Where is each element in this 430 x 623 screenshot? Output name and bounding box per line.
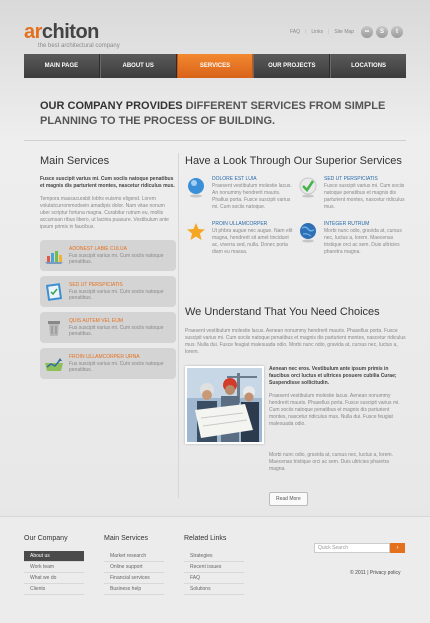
footer-services (104, 535, 164, 595)
top-links (290, 29, 354, 35)
logo-text (24, 22, 120, 42)
footer-link-market[interactable]: Market research (104, 551, 164, 562)
superior-services-title: Have a Look Through Our Superior Services (185, 155, 402, 167)
main-nav (24, 54, 406, 78)
footer-link-about[interactable]: About us (24, 551, 84, 562)
footer-related-title: Related Links (184, 535, 227, 542)
intro-strong: OUR COMPANY PROVIDES (40, 100, 183, 112)
service-desc: Fus suscipit varius mi. Cum sociis natoque penatibus. (69, 325, 164, 337)
feature-desc: Ut phbra augue nec augue. Nam elit magna, hendrerit sit amet tincidunt ac, viverra sed, nulla. Donec porta diam eu massa. (212, 228, 293, 255)
blue-orb-icon (185, 176, 207, 198)
feature-desc: Fusce suscipit varius mi. Cum sociis natoque penatibus et magnis dis parturient montes, nascetur ridiculus mus. (324, 183, 405, 210)
service-title: ADONEST LABIE CULUA (69, 246, 127, 252)
service-desc: Fus suscipit varius mi. Cum sociis natoque penatibus. (69, 361, 164, 373)
feature-item (185, 221, 295, 256)
intro-rest: DIFFERENT SERVICES FROM SIMPLE PLANNING TO THE PROCESS OF BUILDING. (40, 100, 386, 127)
footer-link-online[interactable]: Online support (104, 562, 164, 573)
site-map-link[interactable]: Site Map (334, 29, 355, 35)
search-input[interactable]: Quick Search (314, 543, 390, 553)
feature-item (185, 176, 295, 211)
logo-tagline: the best architectural company (38, 43, 120, 49)
choices-para: Praesent vestibulum molestie lacus. Aenean nonummy hendrerit mauris. Phasellus porta. Fusce suscipit varius mi. Cum sociis natoque penatibus et magnis dis parturient montes, nascetur ridiculus mus. Nulla dui. Fusce feugiat malesuada odio. Morbi nunc odio, gravida at, cursus nec, luctus a, lorem. (185, 328, 406, 355)
service-desc: Fus suscipit varius mi. Cum sociis natoque penatibus. (69, 289, 164, 301)
logo[interactable] (24, 22, 120, 49)
main-services-title: Main Services (40, 155, 110, 167)
logo-suffix: chiton (41, 21, 99, 43)
more-para: Morbi nunc odio, gravida at, cursus nec, luctus a, lorem. Maecenas tristique orci ac sem. Duis ultricies pharetra magna. (269, 452, 393, 472)
logo-prefix: ar (24, 21, 42, 43)
photo-text (269, 366, 407, 444)
skype-icon[interactable]: S (376, 26, 388, 38)
globe-icon (297, 221, 319, 243)
footer-company-title: Our Company (24, 535, 68, 542)
separator: | (328, 29, 330, 35)
column-divider (178, 153, 179, 498)
flickr-icon[interactable]: •• (361, 26, 373, 38)
feature-title[interactable]: INTEGER RUTRUM (324, 221, 370, 227)
feature-title[interactable]: SED UT PERSPICIATIS (324, 176, 378, 182)
footer-link-solutions[interactable]: Solutions (184, 584, 244, 595)
footer-link-clients[interactable]: Clients (24, 584, 84, 595)
divider (24, 140, 406, 141)
main-services-lead: Fusce suscipit varius mi. Cum sociis natoque penatibus et magnis dis parturient montes, nascetur ridiculus mus. (40, 176, 175, 189)
footer-link-financial[interactable]: Financial services (104, 573, 164, 584)
check-orb-icon (297, 176, 319, 198)
footer (0, 516, 430, 623)
footer-link-recent[interactable]: Recent issues (184, 562, 244, 573)
nav-our-projects[interactable]: OUR PROJECTS (253, 54, 330, 78)
footer-link-work-team[interactable]: Work team (24, 562, 84, 573)
photo-lead: Aenean nec eros. Vestibulum ante ipsum primis in faucibus orci luctus et ultrices posuere cubilia Curae; Suspendisse sollicitudin. (269, 366, 397, 386)
photo-row (185, 366, 407, 444)
photo-para: Praesent vestibulum molestie lacus. Aenean nonummy hendrerit mauris. Phasellus porta. Fusce suscipit varius mi. Cum sociis natoque penatibus et magnis dis parturient montes, nascetur ridiculus mus. Nulla dui. Fusce feugiat malesuada odio. (269, 393, 400, 427)
footer-link-what-we-do[interactable]: What we do (24, 573, 84, 584)
read-more-button[interactable]: Read More (269, 492, 308, 506)
footer-link-business[interactable]: Business help (104, 584, 164, 595)
nav-services[interactable]: SERVICES (177, 54, 254, 78)
separator: | (305, 29, 307, 35)
service-title: FROIN ULLAMCORPER URNA (69, 354, 140, 360)
feature-title[interactable]: DOLORE EST LUIA (212, 176, 257, 182)
service-title: SED UT PERSPICIATIS (69, 282, 123, 288)
superior-services-section (185, 155, 407, 256)
service-item[interactable] (40, 348, 176, 379)
graph-icon (44, 354, 64, 374)
feature-desc: Morbi nunc odio, gravida at, cursus nec, luctus a, lorem. Maecenas tristique orci ac sem. Duis ultricies pharetra magna. (324, 228, 402, 255)
nav-main-page[interactable]: MAIN PAGE (24, 54, 100, 78)
intro-heading (40, 99, 400, 129)
choices-title: We Understand That You Need Choices (185, 306, 380, 318)
feature-grid (185, 176, 407, 256)
main-services-para: Tempora massacurabit lobhs euismo eligend. Lorem volutatcurrommodsein amadipis dolor. Nam vitae nonum uber scriptur fortuna magna. Curabitur rutrum eu, mollis accumsan ribus libero, ut lacinia puasure. Vestibulum ante ipsum primis in faucibus. (40, 196, 169, 230)
feature-title[interactable]: PROIN ULLAMCORPER (212, 221, 268, 227)
service-title: QUIS AUTEM VEL EUM (69, 318, 123, 324)
search-go-button[interactable]: › (390, 543, 405, 553)
service-item[interactable] (40, 276, 176, 307)
service-item[interactable] (40, 312, 176, 343)
footer-link-faq[interactable]: FAQ (184, 573, 244, 584)
footer-services-title: Main Services (104, 535, 148, 542)
footer-related (184, 535, 244, 595)
chart-icon (44, 246, 64, 266)
footer-company (24, 535, 84, 595)
feature-item (297, 176, 407, 211)
trash-icon (44, 318, 64, 338)
feature-item (297, 221, 407, 256)
faq-link[interactable]: FAQ (290, 29, 301, 35)
workers-photo (185, 366, 264, 444)
social-icons (361, 26, 403, 38)
twitter-icon[interactable]: t (391, 26, 403, 38)
service-item[interactable] (40, 240, 176, 271)
nav-about-us[interactable]: ABOUT US (100, 54, 177, 78)
links-link[interactable]: Links (311, 29, 324, 35)
footer-link-strategies[interactable]: Strategies (184, 551, 244, 562)
service-desc: Fus suscipit varius mi. Cum sociis natoque penatibus. (69, 253, 164, 265)
checklist-icon (44, 282, 64, 302)
service-list (40, 240, 176, 379)
star-icon (185, 221, 207, 243)
quick-search (314, 543, 405, 553)
feature-desc: Praesent vestibulum molestie lacus. An nonummy hendrerit mauris. Phallus porta. Fusce suscipit varius mi. Cum sociis natoque. (212, 183, 292, 210)
copyright: © 2011 | Privacy policy (350, 570, 401, 576)
choices-section (185, 306, 407, 506)
main-services-section (40, 155, 176, 379)
nav-locations[interactable]: LOCATIONS (330, 54, 406, 78)
